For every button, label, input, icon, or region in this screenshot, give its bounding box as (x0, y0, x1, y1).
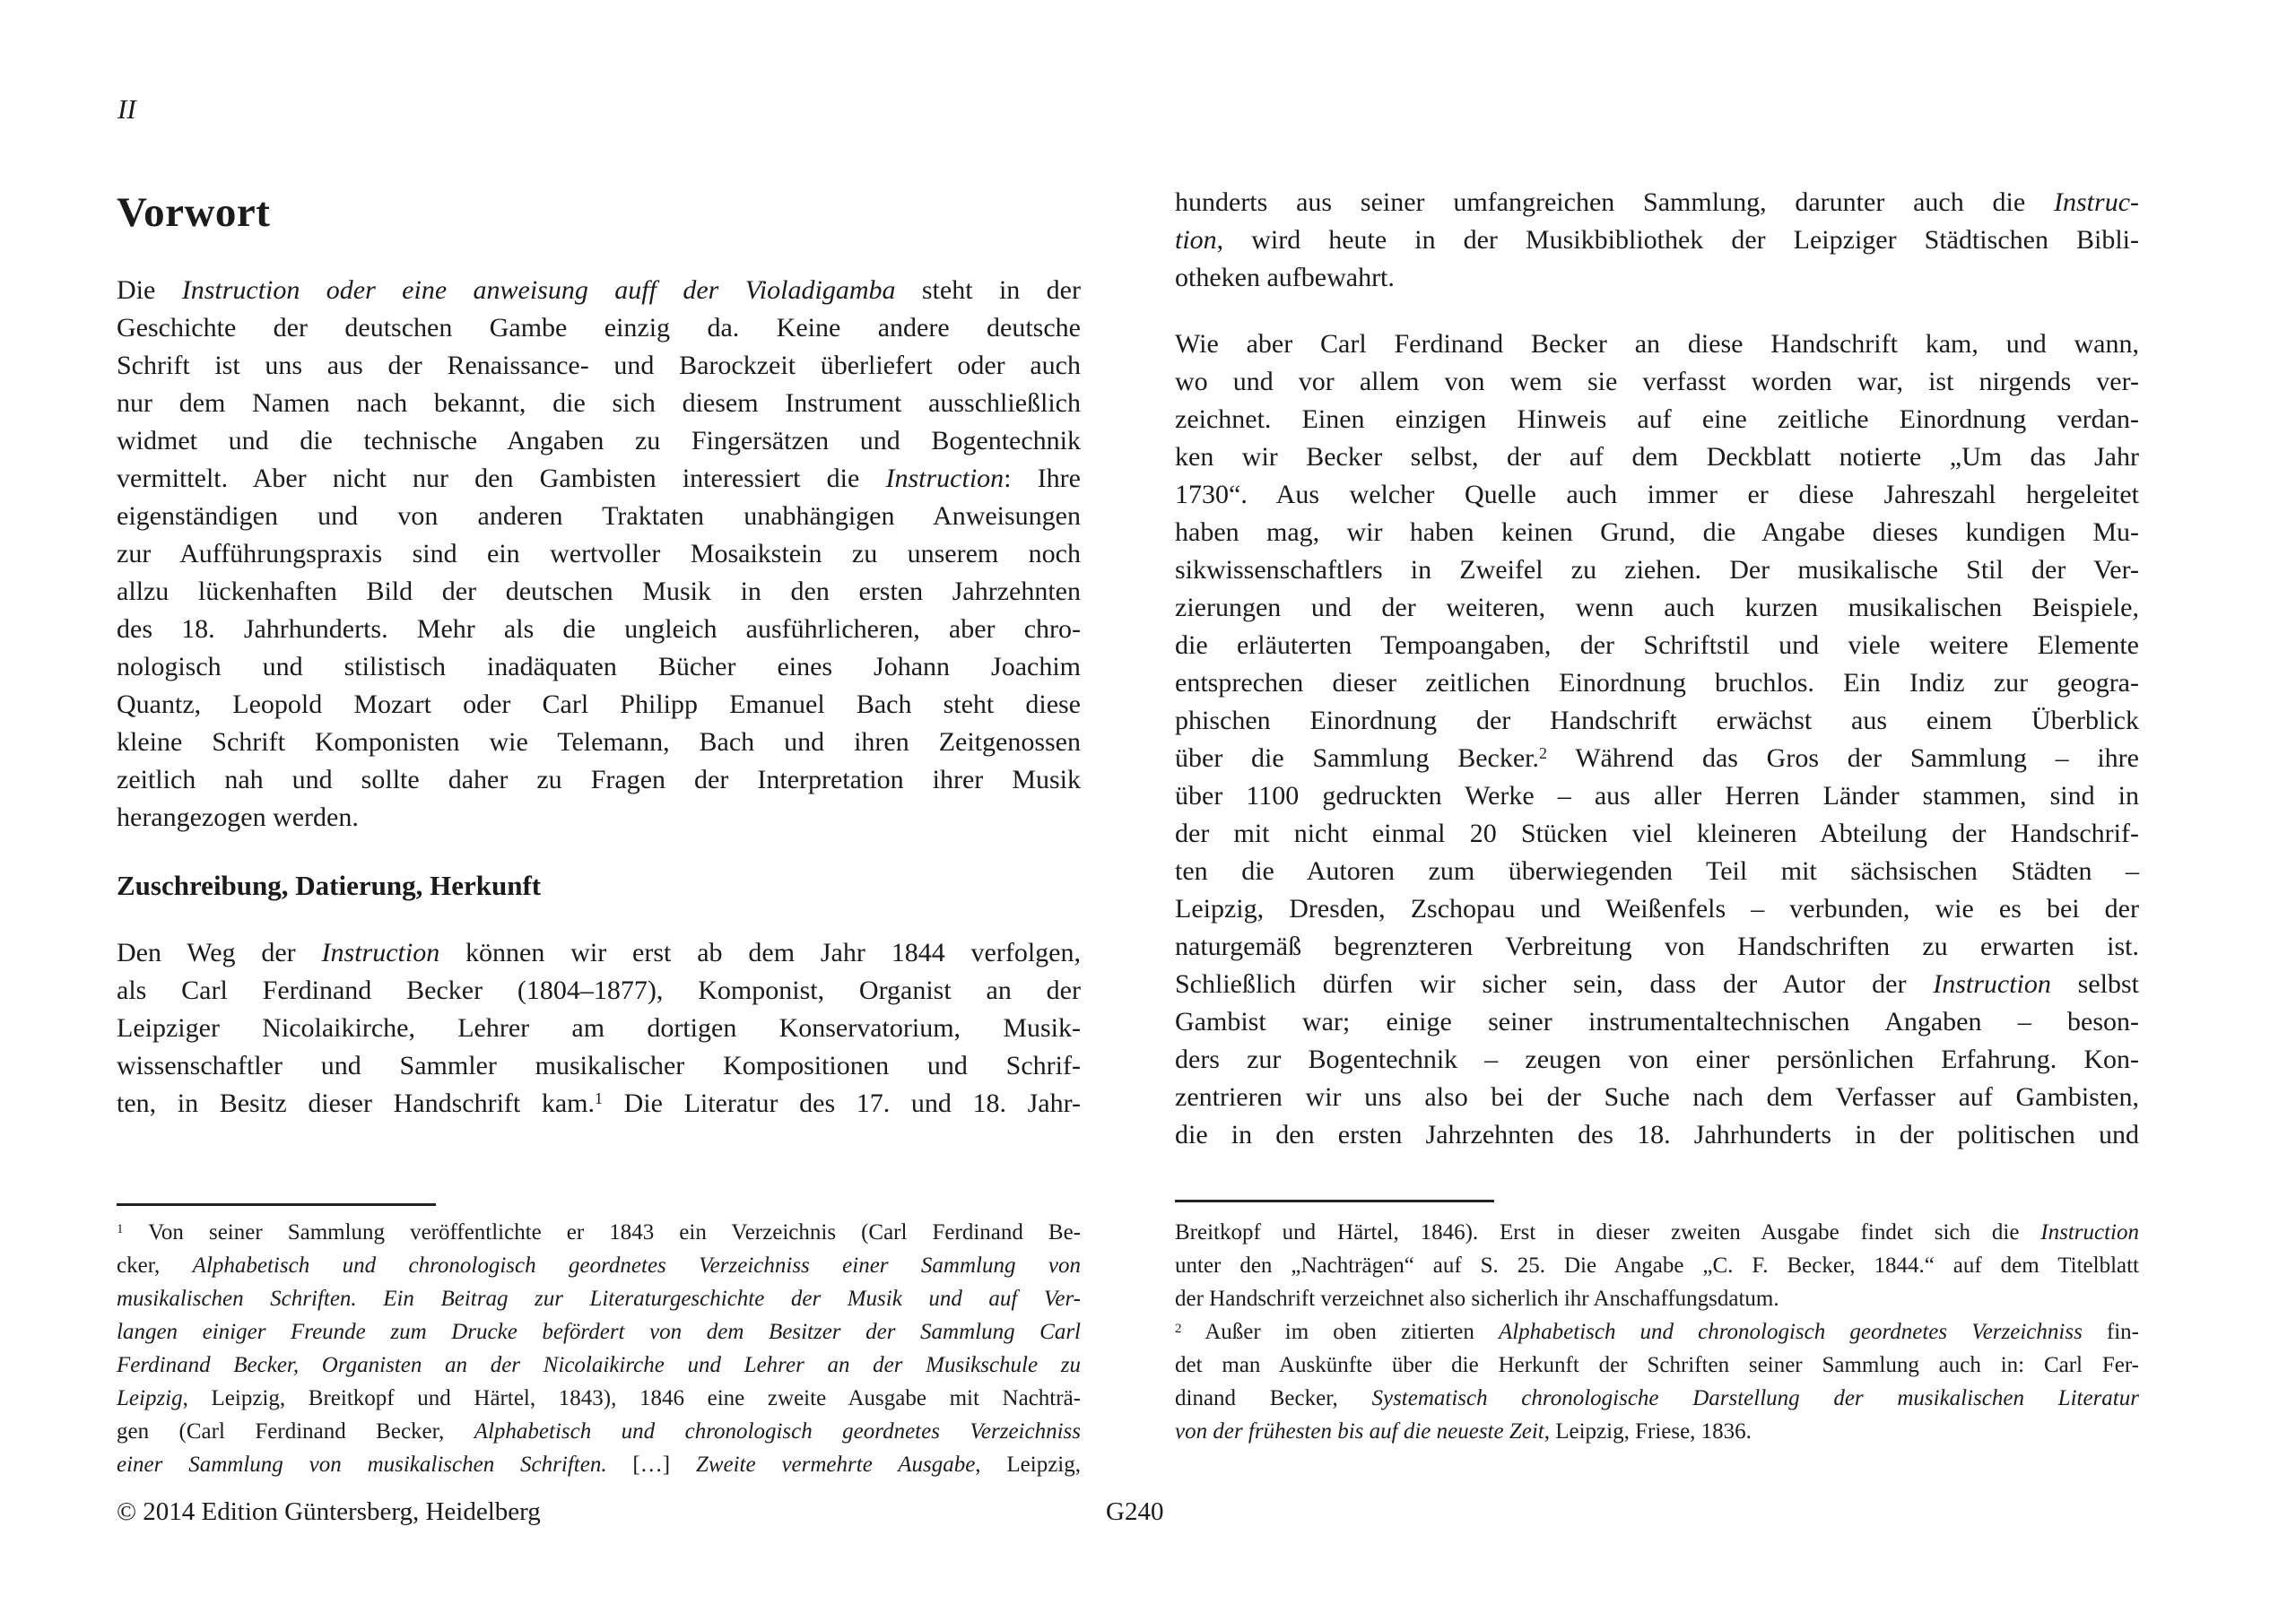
text-line: cker, Alphabetisch und chronologisch geordnetes Verzeichniss einer Sammlung von (117, 1253, 1081, 1278)
text-line: Geschichte der deutschen Gambe einzig da. Keine andere deutsche (117, 313, 1081, 343)
text-line: Leipziger Nicolaikirche, Lehrer am dortigen Konservatorium, Musik- (117, 1013, 1081, 1043)
text-line: von der frühesten bis auf die neueste Zeit, Leipzig, Friese, 1836. (1175, 1419, 1752, 1444)
text-line: zeitlich nah und sollte daher zu Fragen der Interpretation ihrer Musik (117, 765, 1081, 794)
text-line: otheken aufbewahrt. (1175, 263, 1395, 292)
footer-catalog-number: G240 (1106, 1497, 1164, 1526)
preface-title: Vorwort (117, 189, 271, 236)
text-line: Ferdinand Becker, Organisten an der Nicolaikirche und Lehrer an der Musikschule zu (117, 1353, 1081, 1377)
text-line: über die Sammlung Becker.$^2$ Während das Gros der Sammlung – ihre (1175, 743, 2139, 773)
text-line: ten die Autoren zum überwiegenden Teil mit sächsischen Städten – (1175, 856, 2139, 886)
left-paragraph-intro (117, 272, 1081, 837)
footnote-continuation-and-2 (1175, 1216, 2139, 1448)
text-line: der mit nicht einmal 20 Stücken viel kleineren Abteilung der Handschrif- (1175, 819, 2139, 848)
right-paragraph-continuation (1175, 184, 2139, 297)
footnote-divider-left (117, 1203, 436, 1206)
text-line: unter den „Nachträgen“ auf S. 25. Die Angabe „C. F. Becker, 1844.“ auf dem Titelblatt (1175, 1253, 2139, 1278)
text-line: Den Weg der Instruction können wir erst ab dem Jahr 1844 verfolgen, (117, 938, 1082, 967)
text-line: det man Auskünfte über die Herkunft der Schriften seiner Sammlung auch in: Carl Fer- (1175, 1353, 2139, 1377)
text-line: Leipzig, Leipzig, Breitkopf und Härtel, 1843), 1846 eine zweite Ausgabe mit Nachträ- (117, 1386, 1081, 1410)
text-line: über 1100 gedruckten Werke – aus aller Herren Länder stammen, sind in (1175, 781, 2139, 811)
text-line: ders zur Bogentechnik – zeugen von einer persönlichen Erfahrung. Kon- (1175, 1045, 2139, 1074)
text-line: $^2$ Außer im oben zitierten Alphabetisch und chronologisch geordnetes Verzeichniss fin- (1175, 1320, 2139, 1344)
text-line: langen einiger Freunde zum Drucke befördert von dem Besitzer der Sammlung Carl (117, 1320, 1081, 1344)
text-line: ten, in Besitz dieser Handschrift kam.$^1$ Die Literatur des 17. und 18. Jahr- (117, 1089, 1081, 1118)
left-paragraph-provenance (117, 934, 1081, 1123)
text-line: Quantz, Leopold Mozart oder Carl Philipp Emanuel Bach steht diese (117, 690, 1081, 719)
text-line: vermittelt. Aber nicht nur den Gambisten interessiert die Instruction: Ihre (117, 464, 1081, 493)
text-line: wo und vor allem von wem sie verfasst worden war, ist nirgends ver- (1175, 367, 2139, 396)
text-line: Die Instruction oder eine anweisung auff der Violadigamba steht in der (117, 275, 1081, 305)
text-line: phischen Einordnung der Handschrift erwächst aus einem Überblick (1175, 706, 2139, 735)
page-number: II (117, 93, 136, 125)
text-line: die in den ersten Jahrzehnten des 18. Jahrhunderts in der politischen und (1175, 1120, 2139, 1149)
text-line: zur Aufführungspraxis sind ein wertvoller Mosaikstein zu unserem noch (117, 539, 1081, 568)
text-line: kleine Schrift Komponisten wie Telemann, Bach und ihren Zeitgenossen (117, 727, 1081, 757)
text-line: eigenständigen und von anderen Traktaten unabhängigen Anweisungen (117, 501, 1081, 531)
text-line: Schließlich dürfen wir sicher sein, dass der Autor der Instruction selbst (1175, 969, 2139, 999)
text-line: als Carl Ferdinand Becker (1804–1877), Komponist, Organist an der (117, 976, 1081, 1005)
text-line: der Handschrift verzeichnet also sicherlich ihr Anschaffungsdatum. (1175, 1287, 1779, 1311)
text-line: dinand Becker, Systematisch chronologische Darstellung der musikalischen Literatur (1175, 1386, 2139, 1410)
text-line: $^1$ Von seiner Sammlung veröffentlichte er 1843 ein Verzeichnis (Carl Ferdinand Be- (117, 1220, 1081, 1245)
text-line: sikwissenschaftlers in Zweifel zu ziehen. Der musikalische Stil der Ver- (1175, 555, 2139, 585)
text-line: herangezogen werden. (117, 802, 359, 832)
text-line: haben mag, wir haben keinen Grund, die Angabe dieses kundigen Mu- (1175, 517, 2139, 547)
text-line: hunderts aus seiner umfangreichen Sammlung, darunter auch die Instruc- (1175, 187, 2139, 217)
text-line: Gambist war; einige seiner instrumentaltechnischen Angaben – beson- (1175, 1007, 2139, 1037)
text-line: Leipzig, Dresden, Zschopau und Weißenfels – verbunden, wie es bei der (1175, 894, 2139, 924)
text-line: des 18. Jahrhunderts. Mehr als die ungleich ausführlicheren, aber chro- (117, 614, 1081, 644)
text-line: widmet und die technische Angaben zu Fingersätzen und Bogentechnik (117, 426, 1081, 455)
text-line: gen (Carl Ferdinand Becker, Alphabetisch und chronologisch geordnetes Verzeichniss (117, 1419, 1081, 1444)
text-line: nologisch und stilistisch inadäquaten Bücher eines Johann Joachim (117, 652, 1081, 681)
footer-copyright: © 2014 Edition Güntersberg, Heidelberg (117, 1497, 541, 1526)
text-line: entsprechen dieser zeitlichen Einordnung bruchlos. Ein Indiz zur geogra- (1175, 668, 2139, 698)
text-line: Breitkopf und Härtel, 1846). Erst in dieser zweiten Ausgabe findet sich die Instruction (1175, 1220, 2139, 1245)
text-line: zeichnet. Einen einzigen Hinweis auf eine zeitliche Einordnung verdan- (1175, 404, 2139, 434)
text-line: Wie aber Carl Ferdinand Becker an diese Handschrift kam, und wann, (1175, 329, 2139, 359)
text-line: nur dem Namen nach bekannt, die sich diesem Instrument ausschließlich (117, 388, 1081, 418)
text-line: die erläuterten Tempoangaben, der Schriftstil und viele weitere Elemente (1175, 630, 2139, 660)
text-line: einer Sammlung von musikalischen Schriften. […] Zweite vermehrte Ausgabe, Leipzig, (117, 1453, 1082, 1477)
text-line: tion, wird heute in der Musikbibliothek der Leipziger Städtischen Bibli- (1175, 225, 2139, 255)
text-line: zierungen und der weiteren, wenn auch kurzen musikalischen Beispiele, (1175, 593, 2139, 622)
text-line: wissenschaftler und Sammler musikalischer Kompositionen und Schrif- (117, 1051, 1081, 1080)
text-line: allzu lückenhaften Bild der deutschen Musik in den ersten Jahrzehnten (117, 577, 1081, 606)
text-line: musikalischen Schriften. Ein Beitrag zur Literaturgeschichte der Musik und auf Ver- (117, 1287, 1081, 1311)
text-line: zentrieren wir uns also bei der Suche nach dem Verfasser auf Gambisten, (1175, 1082, 2139, 1112)
text-line: 1730“. Aus welcher Quelle auch immer er diese Jahreszahl hergeleitet (1175, 480, 2139, 509)
footnote-divider-right (1175, 1200, 1494, 1202)
text-line: ken wir Becker selbst, der auf dem Deckblatt notierte „Um das Jahr (1175, 442, 2139, 472)
footnote-1 (117, 1216, 1081, 1481)
text-line: Schrift ist uns aus der Renaissance- und Barockzeit überliefert oder auch (117, 351, 1081, 380)
right-paragraph-becker (1175, 325, 2139, 1154)
section-subheading: Zuschreibung, Datierung, Herkunft (117, 870, 542, 901)
text-line: naturgemäß begrenzteren Verbreitung von Handschriften zu erwarten ist. (1175, 932, 2139, 961)
